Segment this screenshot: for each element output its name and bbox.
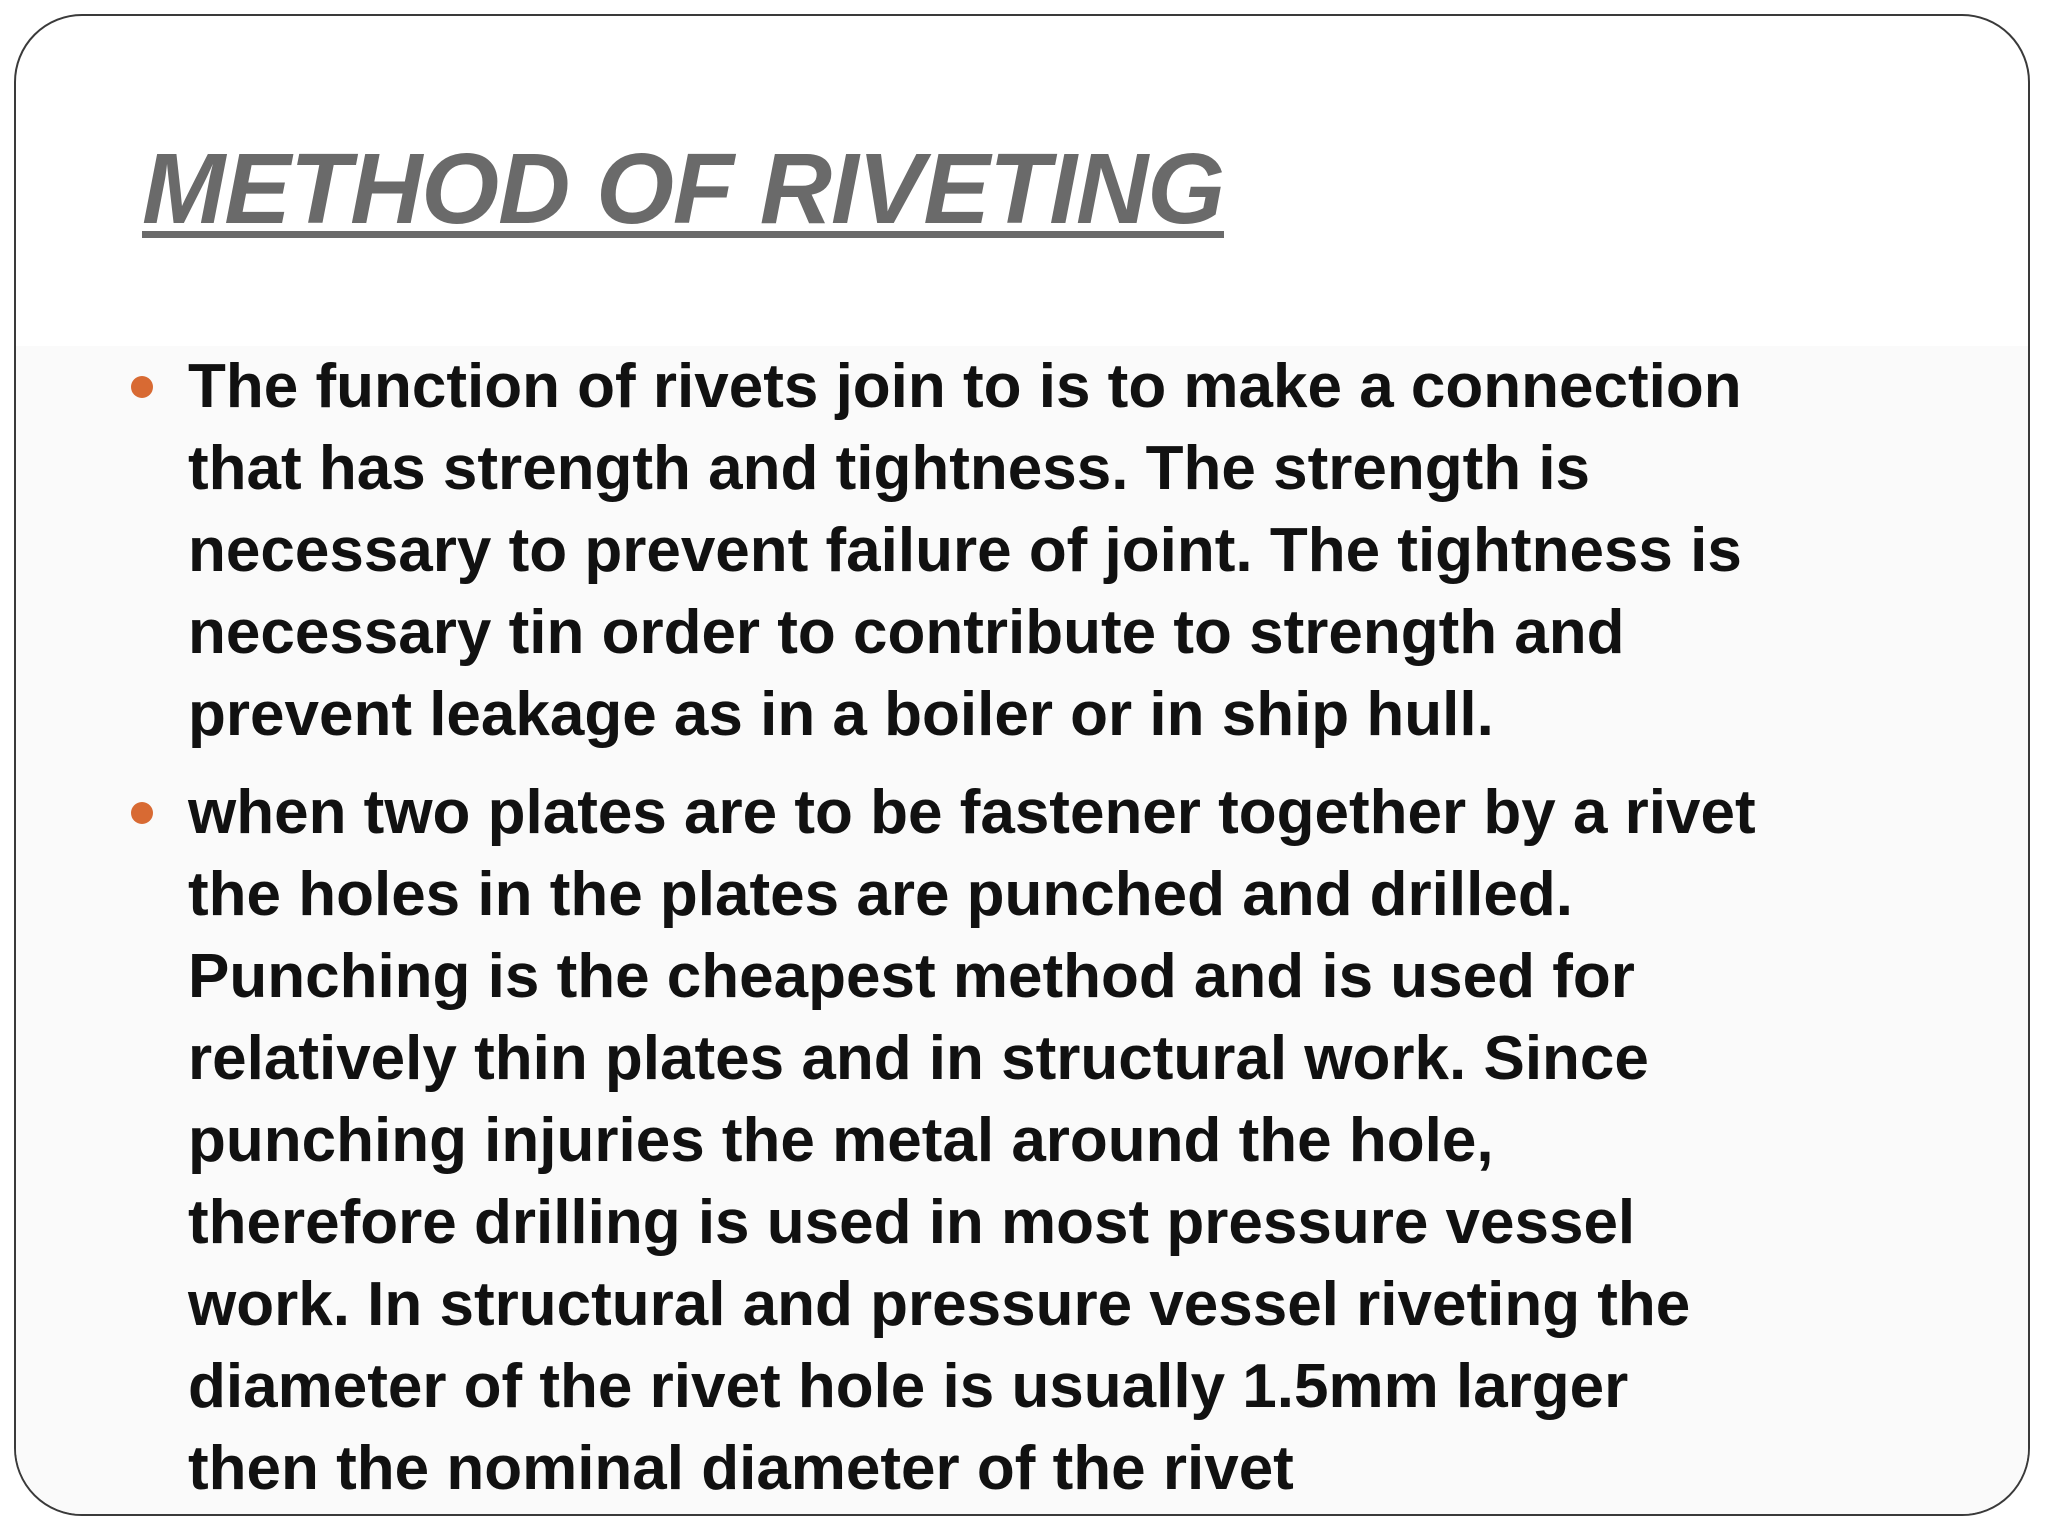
slide-title: METHOD OF RIVETING — [142, 133, 1224, 245]
bullet-line: then the nominal diameter of the rivet — [188, 1434, 1294, 1503]
bullet-line: The function of rivets join to is to make a connection — [188, 352, 1742, 421]
bullet-line: the holes in the plates are punched and drilled. — [188, 860, 1573, 929]
bullet-line: necessary tin order to contribute to strength and — [188, 598, 1625, 667]
bullet-line: that has strength and tightness. The strength is — [188, 434, 1591, 503]
bullet-line: diameter of the rivet hole is usually 1.5mm larger — [188, 1352, 1629, 1421]
bullet-line: prevent leakage as in a boiler or in ship hull. — [188, 680, 1494, 749]
bullet-item — [16, 772, 2006, 1510]
bullet-line: work. In structural and pressure vessel riveting the — [188, 1270, 1691, 1339]
bullet-dot-icon — [131, 376, 153, 398]
bullet-line: therefore drilling is used in most pressure vessel — [188, 1188, 1636, 1257]
slide — [14, 14, 2030, 1516]
bullet-line: Punching is the cheapest method and is used for — [188, 942, 1635, 1011]
bullet-line: punching injuries the metal around the hole, — [188, 1106, 1494, 1175]
slide-body — [16, 346, 2028, 1516]
bullet-item — [16, 346, 2006, 756]
bullet-dot-icon — [131, 802, 153, 824]
bullet-line: relatively thin plates and in structural work. Since — [188, 1024, 1649, 1093]
bullet-list — [16, 346, 2006, 1510]
bullet-line: when two plates are to be fastener together by a rivet — [188, 778, 1756, 847]
bullet-line: necessary to prevent failure of joint. The tightness is — [188, 516, 1742, 585]
